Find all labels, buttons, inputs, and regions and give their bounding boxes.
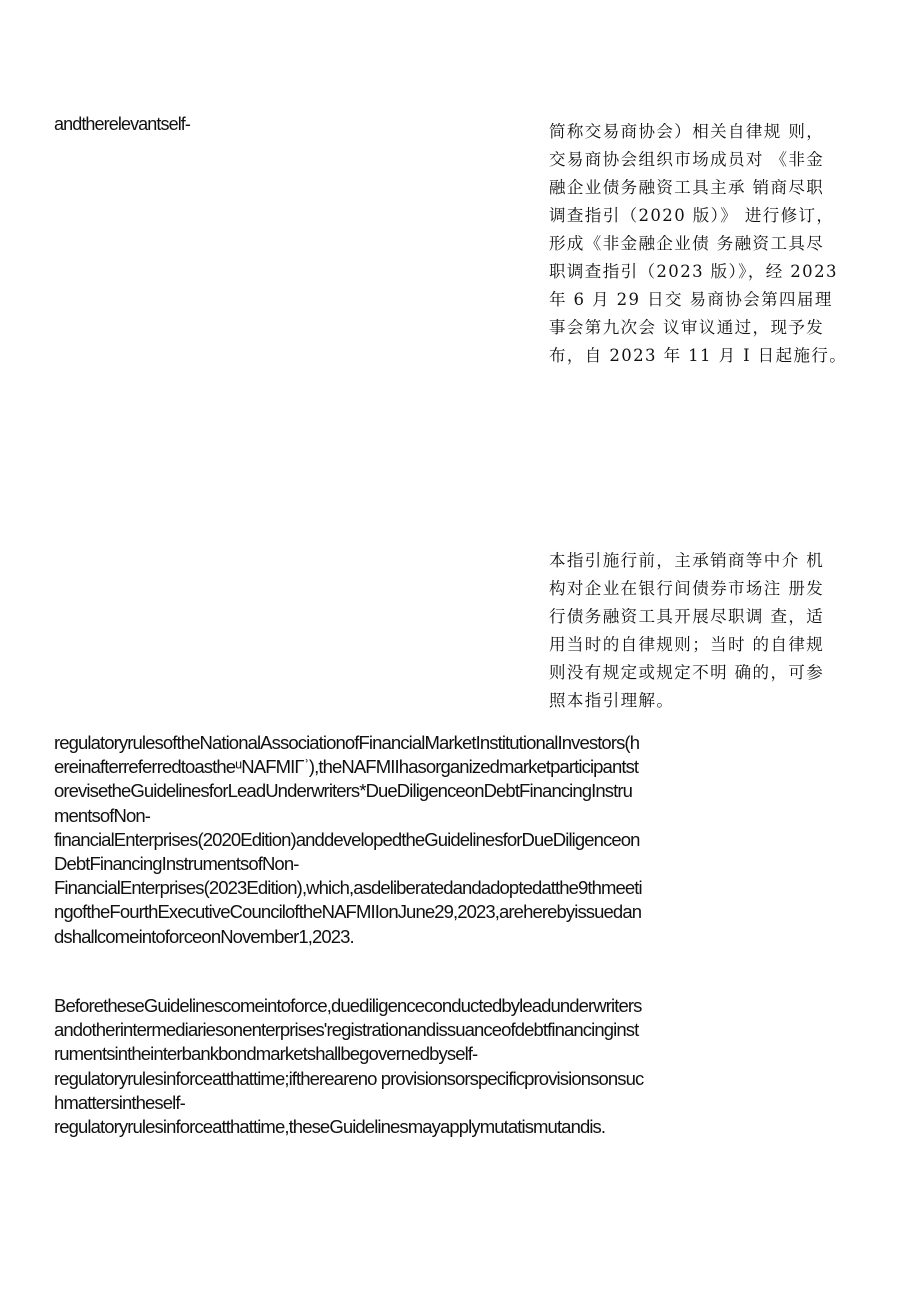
text-line: 本指引施行前，主承销商等中介 机 [549, 551, 825, 570]
text-line: orevisetheGuidelinesforLeadUnderwriters*DueDiligenceonDebtFinancingInstru [54, 780, 633, 802]
text-line: hmattersintheself- [54, 1091, 185, 1113]
english-paragraph-1 [54, 731, 824, 949]
text-line: dshallcomeintoforceonNovember1,2023. [54, 925, 354, 947]
text-line: 调查指引（2020 版）》 进行修订， [549, 206, 835, 225]
text-line: 交易商协会组织市场成员对 《非金 [549, 150, 825, 169]
text-line: 则没有规定或规定不明 确的，可参 [549, 663, 825, 682]
text-line: 照本指引理解。 [549, 691, 675, 710]
text-line: 布，自 2023 年 11 月 I 日起施行。 [549, 346, 848, 365]
text-line: 职调查指引（2023 版）》，经 2023 [549, 262, 838, 281]
text-line: regulatoryrulesinforceatthattime,theseGuidelinesmayapplymutatismutandis. [54, 1116, 606, 1138]
text-line: 年 6 月 29 日交 易商协会第四届理 [549, 290, 833, 309]
text-line: 构对企业在银行间债券市场注 册发 [549, 579, 825, 598]
text-line: FinancialEnterprises(2023Edition),which,asdeliberatedandadoptedatthe9thmeeti [54, 877, 642, 899]
english-paragraph-2 [54, 994, 824, 1139]
text-line: 行债务融资工具开展尽职调 查，适 [549, 607, 825, 626]
text-line: ngoftheFourthExecutiveCounciloftheNAFMIIonJune29,2023,areherebyissuedan [54, 901, 642, 923]
text-line: DebtFinancingInstrumentsofNon- [54, 853, 299, 875]
chinese-paragraph-1 [549, 118, 861, 370]
text-line: andotherintermediariesonenterprises'registrationandissuanceofdebtfinancinginst [54, 1019, 639, 1041]
text-line: regulatoryrulesoftheNationalAssociationofFinancialMarketInstitutionalInvestors(h [54, 732, 640, 753]
text-line: ereinafterreferredtoastheᵘNAFMIΓʾ),theNAFMIIhasorganizedmarketparticipantst [54, 756, 639, 778]
text-line: 融企业债务融资工具主承 销商尽职 [549, 178, 825, 197]
text-line: 用当时的自律规则；当时 的自律规 [549, 635, 825, 654]
chinese-paragraph-2 [549, 547, 861, 715]
text-line: 事会第九次会 议审议通过，现予发 [549, 318, 825, 337]
text-line: 形成《非金融企业债 务融资工具尽 [549, 234, 825, 253]
english-fragment-top: andtherelevantself- [54, 114, 190, 134]
text-line: regulatoryrulesinforceatthattime;ifthereareno provisionsorspecificprovisionsonsuc [54, 1067, 644, 1089]
text-line: rumentsintheinterbankbondmarketshallbegovernedbyself- [54, 1043, 478, 1065]
text-line: mentsofNon- [54, 804, 151, 826]
text-line: BeforetheseGuidelinescomeintoforce,duediligenceconductedbyleadunderwriters [54, 995, 642, 1016]
text-line: 简称交易商协会）相关自律规 则， [549, 122, 825, 141]
text-line: financialEnterprises(2020Edition)anddevelopedtheGuidelinesforDueDiligenceon [54, 828, 640, 850]
